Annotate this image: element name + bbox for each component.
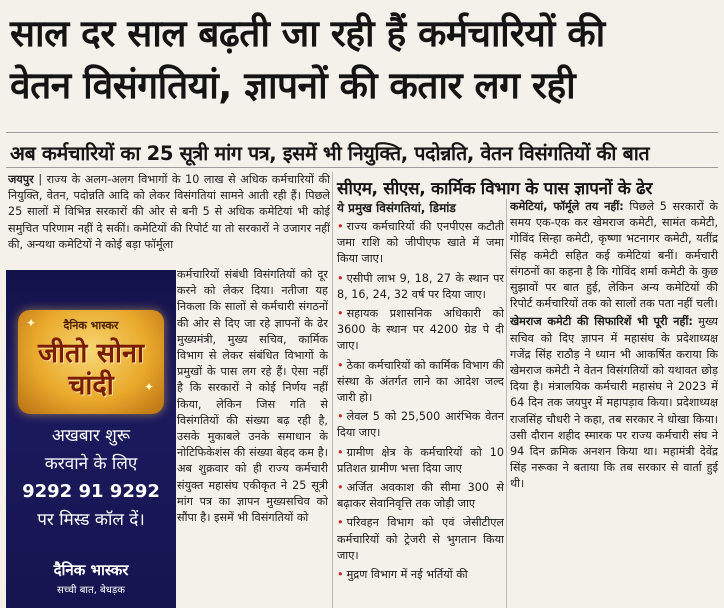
ad-brand-logo bbox=[6, 560, 176, 596]
khemraj-section bbox=[510, 314, 718, 492]
demands-heading: ये प्रमुख विसंगतियां, डिमांड bbox=[337, 201, 456, 215]
advertisement[interactable] bbox=[6, 270, 176, 608]
khemraj-text: मुख्य सचिव को दिए ज्ञापन में महासंघ के प्रदेशाध्यक्ष गजेंद्र सिंह राठौड़ ने ध्यान भी आकर्षित कराया कि खेमराज कमेटी ने वेतन विसंगतियों को यथावत छोड़ दिया है। मंत्रालयिक कर्मचारी महासंघ ने 2023 में 64 दिन तक जयपुर में महापड़ाव किया। प्रदेशाध्यक्ष राजसिंह चौधरी ने कहा, तब सरकार ने धोखा किया। उसी दौरान शहीद स्मारक पर राज्य कर्मचारी संघ ने 94 दिन क्रमिक अनशन किया था। महामंत्री देवेंद्र सिंह नरूका ने बताया कि तब सरकार से वार्ता हुई थी। bbox=[510, 315, 718, 491]
column-divider bbox=[506, 199, 507, 608]
committees-text: पिछले 5 सरकारों के समय एक-एक कर खेमराज कमेटी, सामंत कमेटी, गोविंद सिन्हा कमेटी, कृष्णा भटनागर कमेटी, यतींद्र सिंह कमेटी सहित कई कमेटियां बनीं। कर्मचारी संगठनों का कहना है कि गोविंद शर्मा कमेटी के कुछ सुझावों पर बात हुई, लेकिन अन्य कमेटियों की रिपोर्ट कर्मचारियों तक को सालों तक पता नहीं चली। bbox=[510, 200, 718, 311]
ad-tagline: सच्ची बात, बेधड़क bbox=[57, 585, 125, 596]
sparkle-icon: ✦ bbox=[143, 380, 154, 394]
list-item: • अर्जित अवकाश की सीमा 300 से बढ़ाकर सेवानिवृत्ति तक जोड़ी जाए bbox=[337, 480, 504, 512]
list-item: • सहायक प्रशासनिक अधिकारी को 3600 के स्थान पर 4200 ग्रेड पे दी जाए। bbox=[337, 306, 504, 355]
lead-text: | राज्य के अलग-अलग विभागों के 10 लाख से अधिक कर्मचारियों की नियुक्ति, वेतन, पदोन्नति आदि को लेकर विसंगतियां सामने आती रही हैं। पिछले 25 सालों में विभिन्न सरकारों की ओर से बनी 5 से अधिक कमेटियां भी कोई समुचित परिणाम नहीं दे सकीं। कमेटियों की रिपोर्ट या तो सरकारों ने उजागर नहीं की, अन्यथा कमेटियों ने कोई बड़ा फॉर्मूला bbox=[8, 173, 330, 251]
ad-badge bbox=[18, 310, 164, 414]
dateline: जयपुर bbox=[8, 173, 34, 186]
list-item: • लेवल 5 को 25,500 आरंभिक वेतन दिया जाए। bbox=[337, 409, 504, 441]
divider bbox=[6, 132, 718, 133]
headline-line-1: साल दर साल बढ़ती जा रही हैं कर्मचारियों की bbox=[10, 12, 605, 55]
ad-cta bbox=[6, 422, 176, 534]
headline-line-2: वेतन विसंगतियां, ज्ञापनों की कतार लग रही bbox=[10, 64, 576, 107]
lead-paragraph bbox=[8, 172, 330, 268]
ad-cta-line: अखबार शुरू bbox=[51, 426, 131, 446]
demands-list bbox=[337, 199, 504, 608]
sidebar-title: सीएम, सीएस, कार्मिक विभाग के पास ज्ञापनों के ढेर bbox=[337, 179, 653, 199]
sparkle-icon: ✦ bbox=[26, 316, 37, 330]
list-item: • राज्य कर्मचारियों की एनपीएस कटौती जमा राशि को जीपीएफ खाते में जमा किया जाए। bbox=[337, 219, 504, 268]
ad-cta-line: पर मिस्ड कॉल दें। bbox=[37, 510, 145, 530]
ad-brand-name: दैनिक भास्कर bbox=[53, 561, 129, 579]
ad-cta-line: करवाने के लिए bbox=[44, 454, 138, 474]
list-item: • परिवहन विभाग को एवं जेसीटीएल कर्मचारियों को ट्रेजरी से भुगतान किया जाए। bbox=[337, 515, 504, 564]
mid-column-text: कर्मचारियों संबंधी विसंगतियों को दूर करने को लेकर दिया। नतीजा यह निकला कि सालों से कर्मचारी संगठनों की ओर से दिए जा रहे ज्ञापनों के ढेर मुख्यमंत्री, मुख्य सचिव, कार्मिक विभाग से लेकर संबंधित विभागों के प्रमुखों के पास लग रहे हैं। ऐसा नहीं है कि सरकारों ने कोई निर्णय नहीं किया, लेकिन जिस गति से विसंगतियों की संख्या बढ़ रही है, उसके मुकाबले उनके समाधान के नोटिफिकेशंस की संख्या बेहद कम है। अब शुक्रवार को ही राज्य कर्मचारी संयुक्त महासंघ एकीकृत ने 25 सूत्री मांग पत्र का ज्ञापन मुख्यसचिव को सौंपा है। इसमें भी विसंगतियों को bbox=[177, 268, 328, 525]
list-item: • ग्रामीण क्षेत्र के कर्मचारियों को 10 प्रतिशत ग्रामीण भत्ता दिया जाए bbox=[337, 445, 504, 477]
list-item: • ठेका कर्मचारियों को कार्मिक विभाग की संस्था के अंतर्गत लाने का आदेश जल्द जारी हो। bbox=[337, 358, 504, 407]
khemraj-heading: खेमराज कमेटी की सिफारिशें भी पूरी नहीं: bbox=[510, 315, 693, 329]
committees-column bbox=[510, 199, 718, 608]
committees-heading: कमेटियां, फॉर्मूले तय नहीं: bbox=[510, 200, 624, 213]
divider bbox=[6, 167, 718, 168]
headline bbox=[10, 8, 714, 112]
list-item: • मुद्रण विभाग में नई भर्तियों की bbox=[337, 567, 504, 583]
list-item: • एसीपी लाभ 9, 18, 27 के स्थान पर 8, 16, 24, 32 वर्ष पर दिया जाए। bbox=[337, 271, 504, 303]
ad-brand-top: दैनिक भास्कर bbox=[63, 319, 119, 332]
ad-title: जीतो सोना चांदी bbox=[37, 338, 145, 401]
ad-phone-number[interactable]: 9292 91 9292 bbox=[22, 481, 160, 502]
column-divider bbox=[332, 172, 333, 608]
subheadline: अब कर्मचारियों का 25 सूत्री मांग पत्र, इसमें भी नियुक्ति, पदोन्नति, वेतन विसंगतियों की बात bbox=[10, 142, 650, 165]
